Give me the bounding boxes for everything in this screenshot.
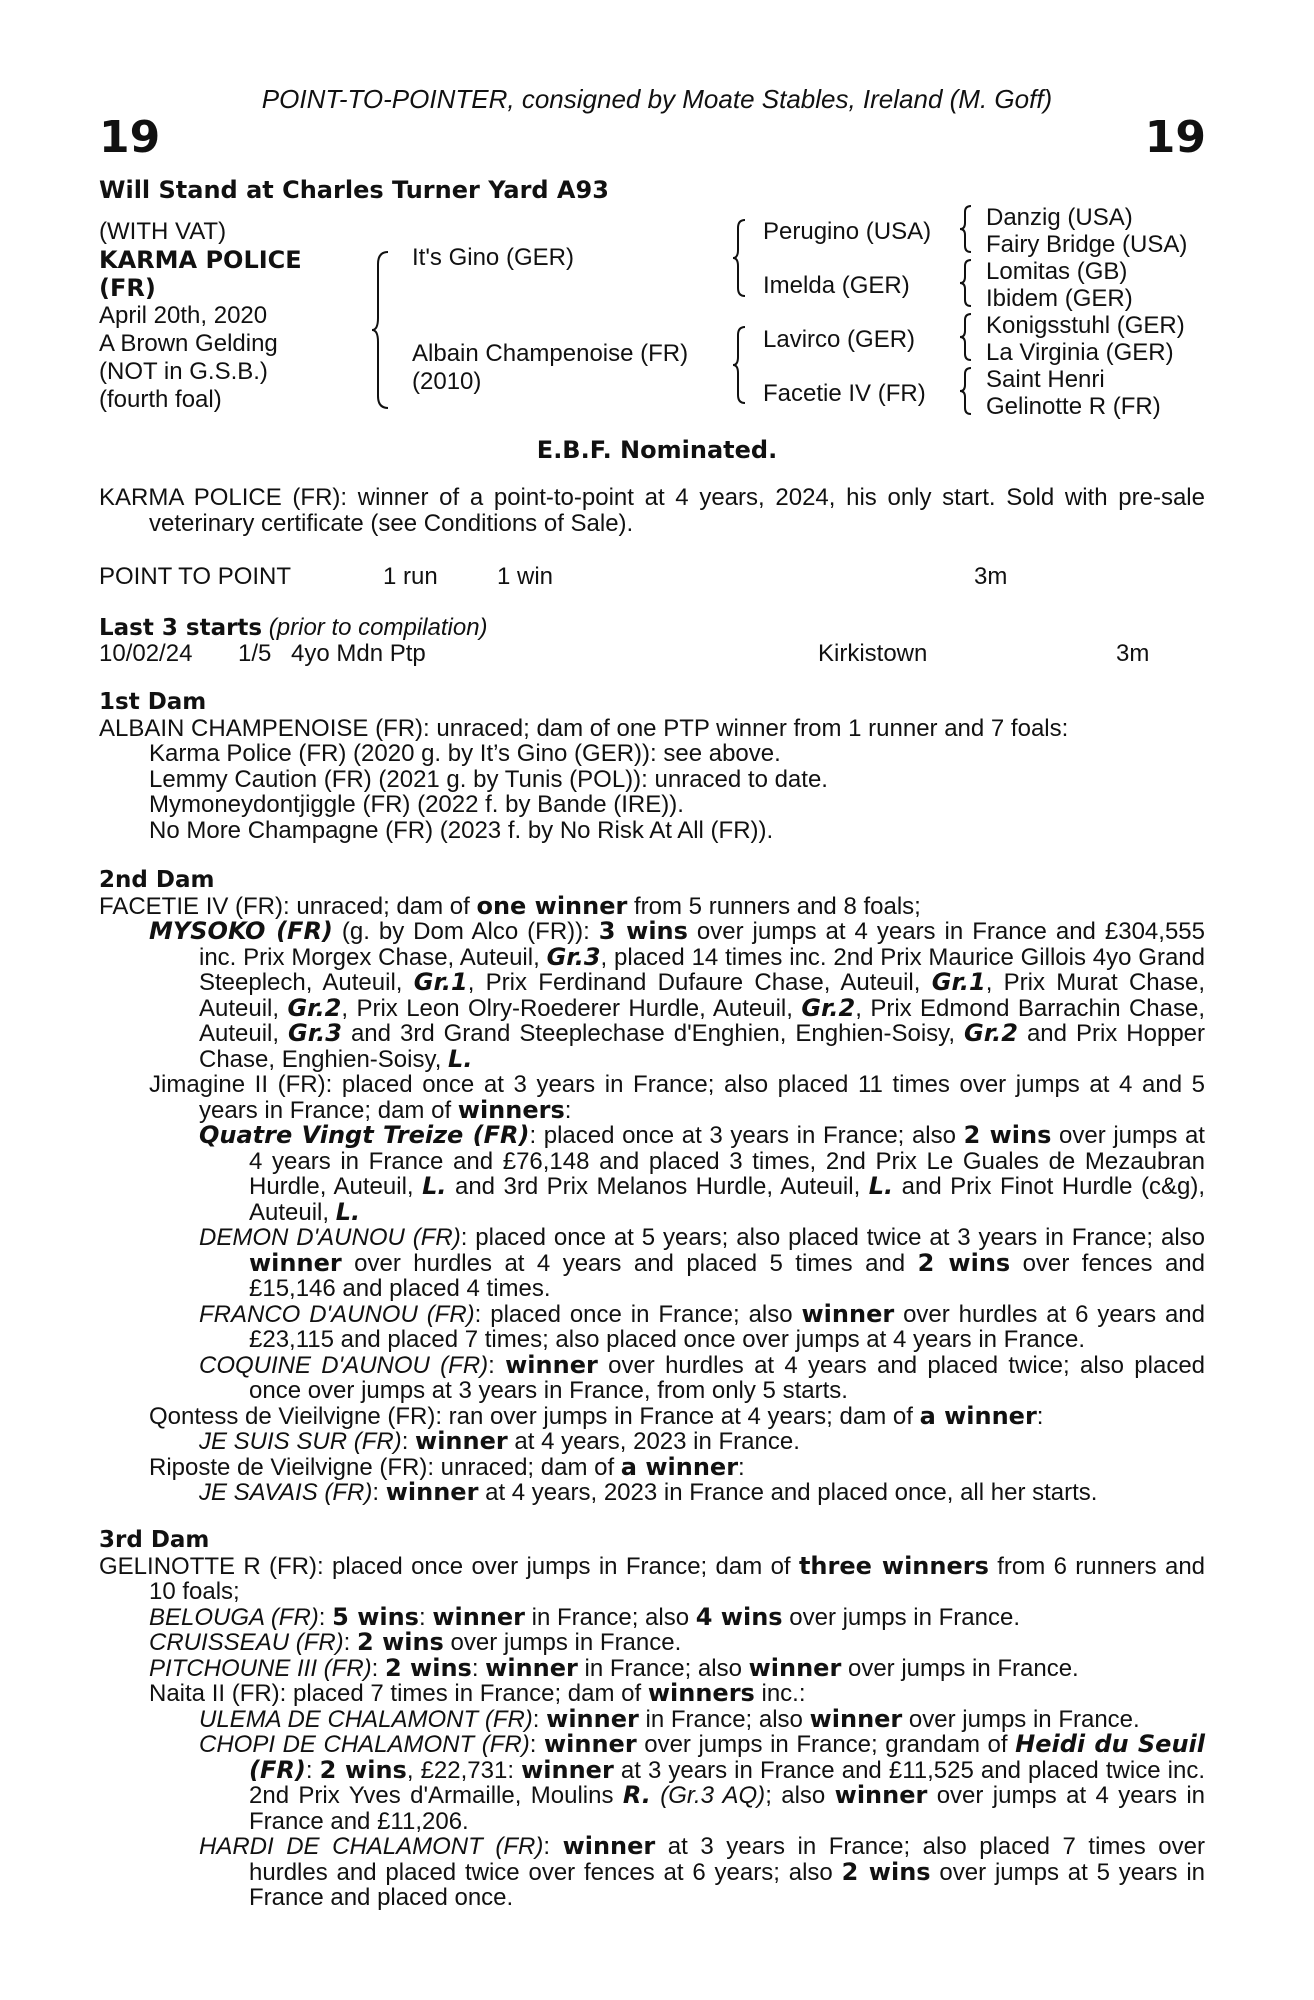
horse-details bbox=[99, 218, 302, 414]
start-date: 10/02/24 bbox=[99, 640, 193, 667]
third-dam-intro: GELINOTTE R (FR): placed once over jumps in France; dam of three winners from 6 runners and 10 foals; bbox=[99, 1551, 1206, 1605]
start-distance: 3m bbox=[1116, 640, 1150, 667]
pedigree-g6: La Virginia (GER) bbox=[986, 339, 1174, 366]
mysoko-entry: MYSOKO (FR) (g. by Dom Alco (FR)): 3 wins over jumps at 4 years in France and £304,555 inc. Prix Morgex Chase, Auteuil, Gr.3, placed 14 times inc. 2nd Prix Maurice Gillois 4yo Grand Steeplech, Auteuil, Gr.1, Prix Ferdinand Dufaure Chase, Auteuil, Gr.1, Prix Murat Chase, Auteuil, Gr.2, Prix Leon Olry-Roederer Hurdle, Auteuil, Gr.2, Prix Edmond Barrachin Chase, Auteuil, Gr.3 and 3rd Grand Steeplechase d'Enghien, Enghien-Soisy, Gr.2 and Prix Hopper Chase, Enghien-Soisy, L. bbox=[149, 917, 1205, 1073]
pedigree-brace-g4 bbox=[958, 366, 974, 416]
last-starts-title: Last 3 starts bbox=[99, 615, 263, 641]
list-item: No More Champagne (FR) (2023 f. by No Risk At All (FR)). bbox=[149, 816, 774, 844]
list-item: Mymoneydontjiggle (FR) (2022 f. by Bande (IRE)). bbox=[149, 791, 684, 818]
jimagine-entry: Jimagine II (FR): placed once at 3 years in France; also placed 11 times over jumps at 4 and 5 years in France; dam of winners: bbox=[149, 1071, 1205, 1124]
pedigree-sire-dam: Imelda (GER) bbox=[763, 272, 910, 299]
last-starts-heading bbox=[99, 614, 488, 642]
start-course: Kirkistown bbox=[818, 640, 928, 667]
qontess-entry: Qontess de Vieilvigne (FR): ran over jumps in France at 4 years; dam of a winner: bbox=[149, 1401, 1044, 1430]
gsb-note: (NOT in G.S.B.) bbox=[99, 358, 268, 385]
demon-daunou-entry: DEMON D'AUNOU (FR): placed once at 5 years; also placed twice at 3 years in France; also winner over hurdles at 4 years and placed 5 times and 2 wins over fences and £15,146 and placed 4 times. bbox=[199, 1224, 1205, 1302]
pitchoune-entry: PITCHOUNE III (FR): 2 wins: winner in France; also winner over jumps in France. bbox=[149, 1653, 1079, 1682]
foal-number: (fourth foal) bbox=[99, 386, 222, 413]
summary-text: KARMA POLICE (FR): winner of a point-to-point at 4 years, 2024, his only start. Sold with pre-sale veterinary certificate (see Conditions of Sale). bbox=[99, 484, 1205, 537]
record-distance: 3m bbox=[974, 563, 1008, 590]
pedigree-g1: Danzig (USA) bbox=[986, 204, 1133, 231]
pedigree-brace-sire bbox=[731, 218, 749, 298]
list-item: Karma Police (FR) (2020 g. by It’s Gino (GER)): see above. bbox=[149, 740, 781, 767]
belouga-entry: BELOUGA (FR): 5 wins: winner in France; also 4 wins over jumps in France. bbox=[149, 1602, 1020, 1631]
second-dam-intro: FACETIE IV (FR): unraced; dam of one winner from 5 runners and 8 foals; bbox=[99, 891, 921, 920]
start-race: 4yo Mdn Ptp bbox=[291, 640, 426, 667]
riposte-entry: Riposte de Vieilvigne (FR): unraced; dam of a winner: bbox=[149, 1452, 745, 1481]
pedigree-brace-g3 bbox=[958, 312, 974, 362]
second-dam-section bbox=[99, 868, 1205, 1506]
naita-entry: Naita II (FR): placed 7 times in France; dam of winners inc.: bbox=[149, 1679, 806, 1707]
pedigree-dam-sire: Lavirco (GER) bbox=[763, 326, 916, 353]
franco-daunou-entry: FRANCO D'AUNOU (FR): placed once in France; also winner over hurdles at 6 years and £23,115 and placed 7 times; also placed once over jumps at 4 years in France. bbox=[199, 1299, 1205, 1353]
pedigree-sire: It's Gino (GER) bbox=[412, 244, 574, 271]
horse-summary bbox=[99, 485, 1205, 536]
first-dam-intro: ALBAIN CHAMPENOISE (FR): unraced; dam of one PTP winner from 1 runner and 7 foals: bbox=[99, 714, 1069, 742]
third-dam-heading: 3rd Dam bbox=[99, 1527, 210, 1553]
pedigree-g4: Ibidem (GER) bbox=[986, 285, 1133, 312]
coquine-daunou-entry: COQUINE D'AUNOU (FR): winner over hurdles at 4 years and placed twice; also placed once over jumps at 3 years in France, from only 5 starts. bbox=[199, 1350, 1206, 1404]
consigner-line: POINT-TO-POINTER, consigned by Moate Stables, Ireland (M. Goff) bbox=[261, 84, 1053, 114]
second-dam-heading: 2nd Dam bbox=[99, 867, 215, 893]
record-label: POINT TO POINT bbox=[99, 563, 292, 590]
quatre-vingt-treize-entry: Quatre Vingt Treize (FR): placed once at 3 years in France; also 2 wins over jumps at 4 years in France and £76,148 and placed 3 times, 2nd Prix Le Guales de Mezaubran Hurdle, Auteuil, L. and 3rd Prix Melanos Hurdle, Auteuil, L. and Prix Finot Hurdle (c&g), Auteuil, L. bbox=[199, 1121, 1206, 1226]
horse-name: KARMA POLICE bbox=[99, 246, 302, 274]
pedigree-g2: Fairy Bridge (USA) bbox=[986, 231, 1188, 258]
first-dam-heading: 1st Dam bbox=[99, 689, 207, 715]
horse-description: A Brown Gelding bbox=[99, 330, 278, 357]
list-item: Lemmy Caution (FR) (2021 g. by Tunis (POL)): unraced to date. bbox=[149, 765, 828, 793]
ebf-nominated: E.B.F. Nominated. bbox=[536, 436, 778, 464]
pedigree-dam-year: (2010) bbox=[412, 368, 482, 395]
record-runs: 1 run bbox=[383, 563, 438, 590]
third-dam-section bbox=[99, 1528, 1205, 1911]
cruisseau-entry: CRUISSEAU (FR): 2 wins over jumps in France. bbox=[149, 1628, 682, 1656]
first-dam-section bbox=[99, 690, 1205, 843]
pedigree-brace-main bbox=[370, 250, 394, 410]
lot-number-right: 19 bbox=[1144, 112, 1206, 163]
horse-country: (FR) bbox=[99, 274, 156, 302]
hardi-entry: HARDI DE CHALAMONT (FR): winner at 3 years in France; also placed 7 times over hurdles and placed twice over fences at 6 years; also 2 wins over jumps at 5 years in France and placed once. bbox=[199, 1832, 1206, 1911]
record-wins: 1 win bbox=[497, 563, 554, 590]
vat-note: (WITH VAT) bbox=[99, 218, 227, 245]
pedigree-brace-g2 bbox=[958, 258, 974, 308]
je-savais-entry: JE SAVAIS (FR): winner at 4 years, 2023 in France and placed once, all her starts. bbox=[199, 1478, 1098, 1506]
pedigree-g8: Gelinotte R (FR) bbox=[986, 393, 1161, 420]
foaling-date: April 20th, 2020 bbox=[99, 302, 268, 329]
pedigree-sire-sire: Perugino (USA) bbox=[763, 218, 932, 245]
je-suis-sur-entry: JE SUIS SUR (FR): winner at 4 years, 2023 in France. bbox=[199, 1427, 800, 1455]
chopi-entry: CHOPI DE CHALAMONT (FR): winner over jumps in France; grandam of Heidi du Seuil (FR): 2 wins, £22,731: winner at 3 years in France and £11,525 and placed twice inc. 2nd Prix Yves d'Armaille, Moulins R. (Gr.3 AQ); also winner over jumps at 4 years in France and £11,206. bbox=[199, 1730, 1206, 1835]
pedigree-brace-g1 bbox=[958, 204, 974, 254]
pedigree-g5: Konigsstuhl (GER) bbox=[986, 312, 1185, 339]
pedigree-brace-dam bbox=[731, 325, 749, 405]
pedigree-dam-dam: Facetie IV (FR) bbox=[763, 380, 926, 407]
lot-number-left: 19 bbox=[99, 112, 161, 163]
pedigree-g7: Saint Henri bbox=[986, 366, 1105, 393]
last-starts-note: (prior to compilation) bbox=[268, 614, 488, 641]
ulema-entry: ULEMA DE CHALAMONT (FR): winner in France; also winner over jumps in France. bbox=[199, 1704, 1140, 1733]
start-position: 1/5 bbox=[238, 640, 272, 667]
pedigree-dam-name: Albain Champenoise (FR) bbox=[412, 340, 689, 367]
pedigree-g3: Lomitas (GB) bbox=[986, 258, 1128, 285]
stand-location: Will Stand at Charles Turner Yard A93 bbox=[99, 176, 609, 204]
